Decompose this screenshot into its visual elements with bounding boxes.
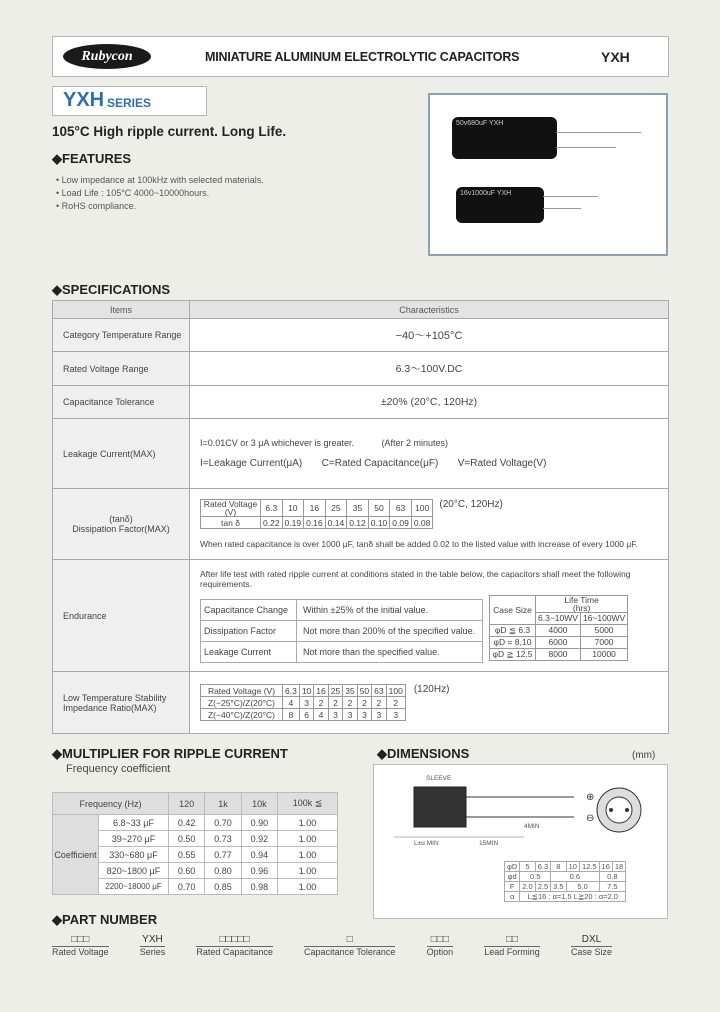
features-heading: ◆FEATURES [52, 151, 132, 166]
pn-field: □□□ Rated Voltage [52, 934, 109, 957]
series-name: YXH [63, 89, 105, 111]
specifications-heading: ◆SPECIFICATIONS [52, 282, 171, 297]
pn-field: □□□ Option [426, 934, 454, 957]
spec-leak-label: Leakage Current(MAX) [53, 419, 190, 489]
spec-leak-value: I=0.01CV or 3 μA whichever is greater. (After 2 minutes) I=Leakage Current(μA) C=Rated Capacitance(μF) V=Rated Voltage(V) [190, 419, 669, 489]
spec-endurance-value: After life test with rated ripple current at conditions stated in the table below, the capacitors shall meet the following requirements. Capacitance Change Within ±25% of the initial value. Dissipation Factor Not more than 200% of the specified value. Leakage Current Not more than the specified value. Case Size Life Time (hrs) 6.3~10WV 16~100WV φD ≦ 6.3 4000 5000 φD = 8,10 6000 7000 φD ≧ 12.5 8000 10000 [190, 560, 669, 672]
pn-field: □ Capacitance Tolerance [304, 934, 396, 957]
spec-tol-label: Capacitance Tolerance [53, 386, 190, 419]
col-characteristics: Characteristics [190, 301, 669, 319]
spec-temp-value: −40～+105°C [190, 319, 669, 352]
header-series: YXH [601, 49, 630, 65]
svg-text:⊖: ⊖ [586, 813, 595, 824]
series-box [52, 86, 207, 116]
series-suffix: SERIES [107, 96, 152, 110]
min15-label: 15MIN [479, 840, 499, 847]
col-items: Items [53, 301, 190, 319]
rubycon-logo: Rubycon [63, 44, 151, 69]
sleeve-label: SLEEVE [426, 775, 452, 782]
tagline: 105°C High ripple current. Long Life. [52, 124, 287, 139]
spec-volt-value: 6.3～100V.DC [190, 352, 669, 386]
life-time-table: Case Size Life Time (hrs) 6.3~10WV 16~100WV φD ≦ 6.3 4000 5000 φD = 8,10 6000 7000 φD ≧ 12.5 8000 10000 [489, 595, 628, 661]
multiplier-table: Frequency (Hz) 120 1k 10k 100k ≦ Coefficient 6.8~33 μF 0.42 0.70 0.90 1.00 39~270 μF 0.50 0.73 0.92 1.00 330~680 μF 0.55 0.77 0.94 1.00 820~1800 μF 0.60 0.80 0.96 1.00 2200~18000 μF 0.70 0.85 0.98 1.00 [52, 792, 338, 895]
capacitor-image-large: 50v680uF YXH [452, 117, 557, 159]
spec-df-label: (tanδ) Dissipation Factor(MAX) [53, 489, 190, 560]
spec-temp-label: Category Temperature Range [53, 319, 190, 352]
dimensions-box [373, 764, 668, 919]
df-table: Rated Voltage (V) 6.3 10 16 25 35 50 63 100 tan δ 0.22 0.19 0.16 0.14 0.12 0.10 0.09 0.08 [200, 499, 433, 529]
pn-field: YXH Series [139, 934, 166, 957]
pn-field: DXL Case Size [570, 934, 612, 957]
part-number-heading: ◆PART NUMBER [52, 912, 158, 927]
specifications-table [52, 300, 669, 734]
multiplier-heading: ◆MULTIPLIER FOR RIPPLE CURRENT [52, 746, 288, 761]
features-list [56, 174, 416, 213]
spec-df-value: Rated Voltage (V) 6.3 10 16 25 35 50 63 100 tan δ 0.22 0.19 0.16 0.14 0.12 0.10 0.09 0.08 (20°C, 120Hz) When rated capacitance is over 1000 μF, tanδ shall be added 0.02 to the listed value with increase of every 1000 μF. [190, 489, 669, 560]
dimensions-heading: ◆DIMENSIONS [377, 746, 470, 761]
spec-lts-value: Rated Voltage (V) 6.3 10 16 25 35 50 63 100 Z(−25°C)/Z(20°C) 4 3 2 2 2 2 2 2 Z(−40°C)/Z(20°C) 8 6 4 3 3 3 3 3 (120Hz) [190, 672, 669, 734]
pn-field: □□□□□ Rated Capacitance [196, 934, 273, 957]
feature-item: • RoHS compliance. [56, 201, 137, 211]
page-header [52, 36, 669, 77]
min4-label: 4MIN [524, 823, 540, 830]
dimensions-table: φD 5 6.3 8 10 12.5 16 18 φd 0.5 0.6 0.8 F 2.0 2.5 3.5 5.0 7.5 α L≦16 : α=1.5 L≧20 : α=2.0 [504, 861, 626, 902]
spec-lts-label: Low Temperature Stability Impedance Ratio(MAX) [53, 672, 190, 734]
feature-item: • Low impedance at 100kHz with selected materials. [56, 175, 264, 185]
spec-volt-label: Rated Voltage Range [53, 352, 190, 386]
svg-text:⊕: ⊕ [586, 792, 595, 803]
spec-endurance-label: Endurance [53, 560, 190, 672]
pn-field: □□ Lead Forming [484, 934, 540, 957]
part-number-fields [52, 934, 612, 957]
feature-item: • Load Life : 105°C 4000~10000hours. [56, 188, 210, 198]
l-label: L±α MIN [414, 840, 439, 847]
lts-table: Rated Voltage (V) 6.3 10 16 25 35 50 63 100 Z(−25°C)/Z(20°C) 4 3 2 2 2 2 2 2 Z(−40°C)/Z(20°C) 8 6 4 3 3 3 3 3 [200, 684, 406, 721]
header-title: MINIATURE ALUMINUM ELECTROLYTIC CAPACITORS [205, 50, 520, 64]
capacitor-photo [428, 93, 668, 256]
multiplier-subtitle: Frequency coefficient [66, 763, 171, 775]
capacitor-image-small: 16v1000uF YXH [456, 187, 544, 223]
endurance-table: Capacitance Change Within ±25% of the initial value. Dissipation Factor Not more than 200% of the specified value. Leakage Current Not more than the specified value. [200, 599, 483, 663]
dimensions-unit: (mm) [632, 750, 656, 761]
spec-tol-value: ±20% (20°C, 120Hz) [190, 386, 669, 419]
